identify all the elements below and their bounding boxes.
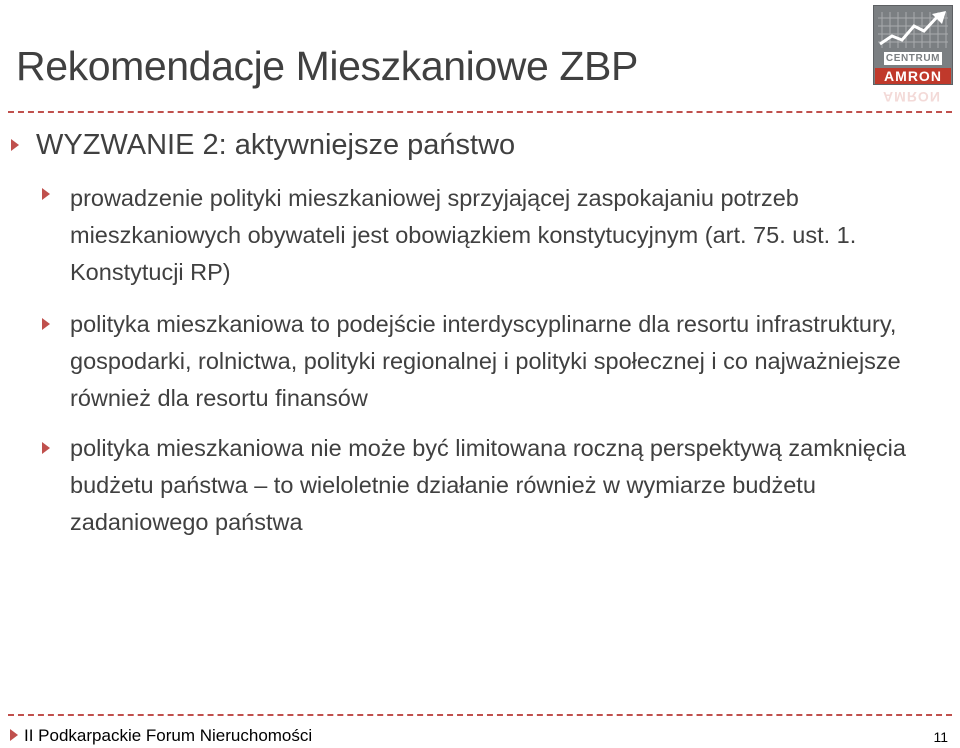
bullet-arrow-icon <box>42 442 50 454</box>
centrum-amron-logo <box>873 5 953 109</box>
bullet-arrow-icon <box>42 318 50 330</box>
footer-divider <box>8 714 952 716</box>
slide-title: Rekomendacje Mieszkaniowe ZBP <box>16 43 638 89</box>
logo-centrum-text: CENTRUM <box>885 53 941 64</box>
section-heading: WYZWANIE 2: aktywniejsze państwo <box>36 129 516 161</box>
logo-reflection: AMRON <box>883 89 941 105</box>
heading-bullet-icon <box>11 139 19 151</box>
bullet-item-constitution: prowadzenie polityki mieszkaniowej sprzyjającej zaspokajaniu potrzeb mieszkaniowych obywateli jest obowiązkiem konstytucyjnym (art. 75. ust. 1. Konstytucji RP) <box>70 185 857 285</box>
bullet-arrow-icon <box>42 188 50 200</box>
bullet-item-budget: polityka mieszkaniowa nie może być limitowana roczną perspektywą zamknięcia budżetu państwa – to wieloletnie działanie również w wymiarze budżetu zadaniowego państwa <box>70 435 906 535</box>
title-divider <box>8 111 952 113</box>
page-number: 11 <box>933 729 948 745</box>
bullet-item-interdisciplinary: polityka mieszkaniowa to podejście interdyscyplinarne dla resortu infrastruktury, gospodarki, rolnictwa, polityki regionalnej i polityki społecznej i co najważniejsze również dla resortu finansów <box>70 311 901 411</box>
logo-chart-icon <box>873 5 953 85</box>
footer-arrow-icon <box>10 729 18 741</box>
footer-title: II Podkarpackie Forum Nieruchomości <box>24 726 313 745</box>
logo-amron-text: AMRON <box>875 68 951 84</box>
